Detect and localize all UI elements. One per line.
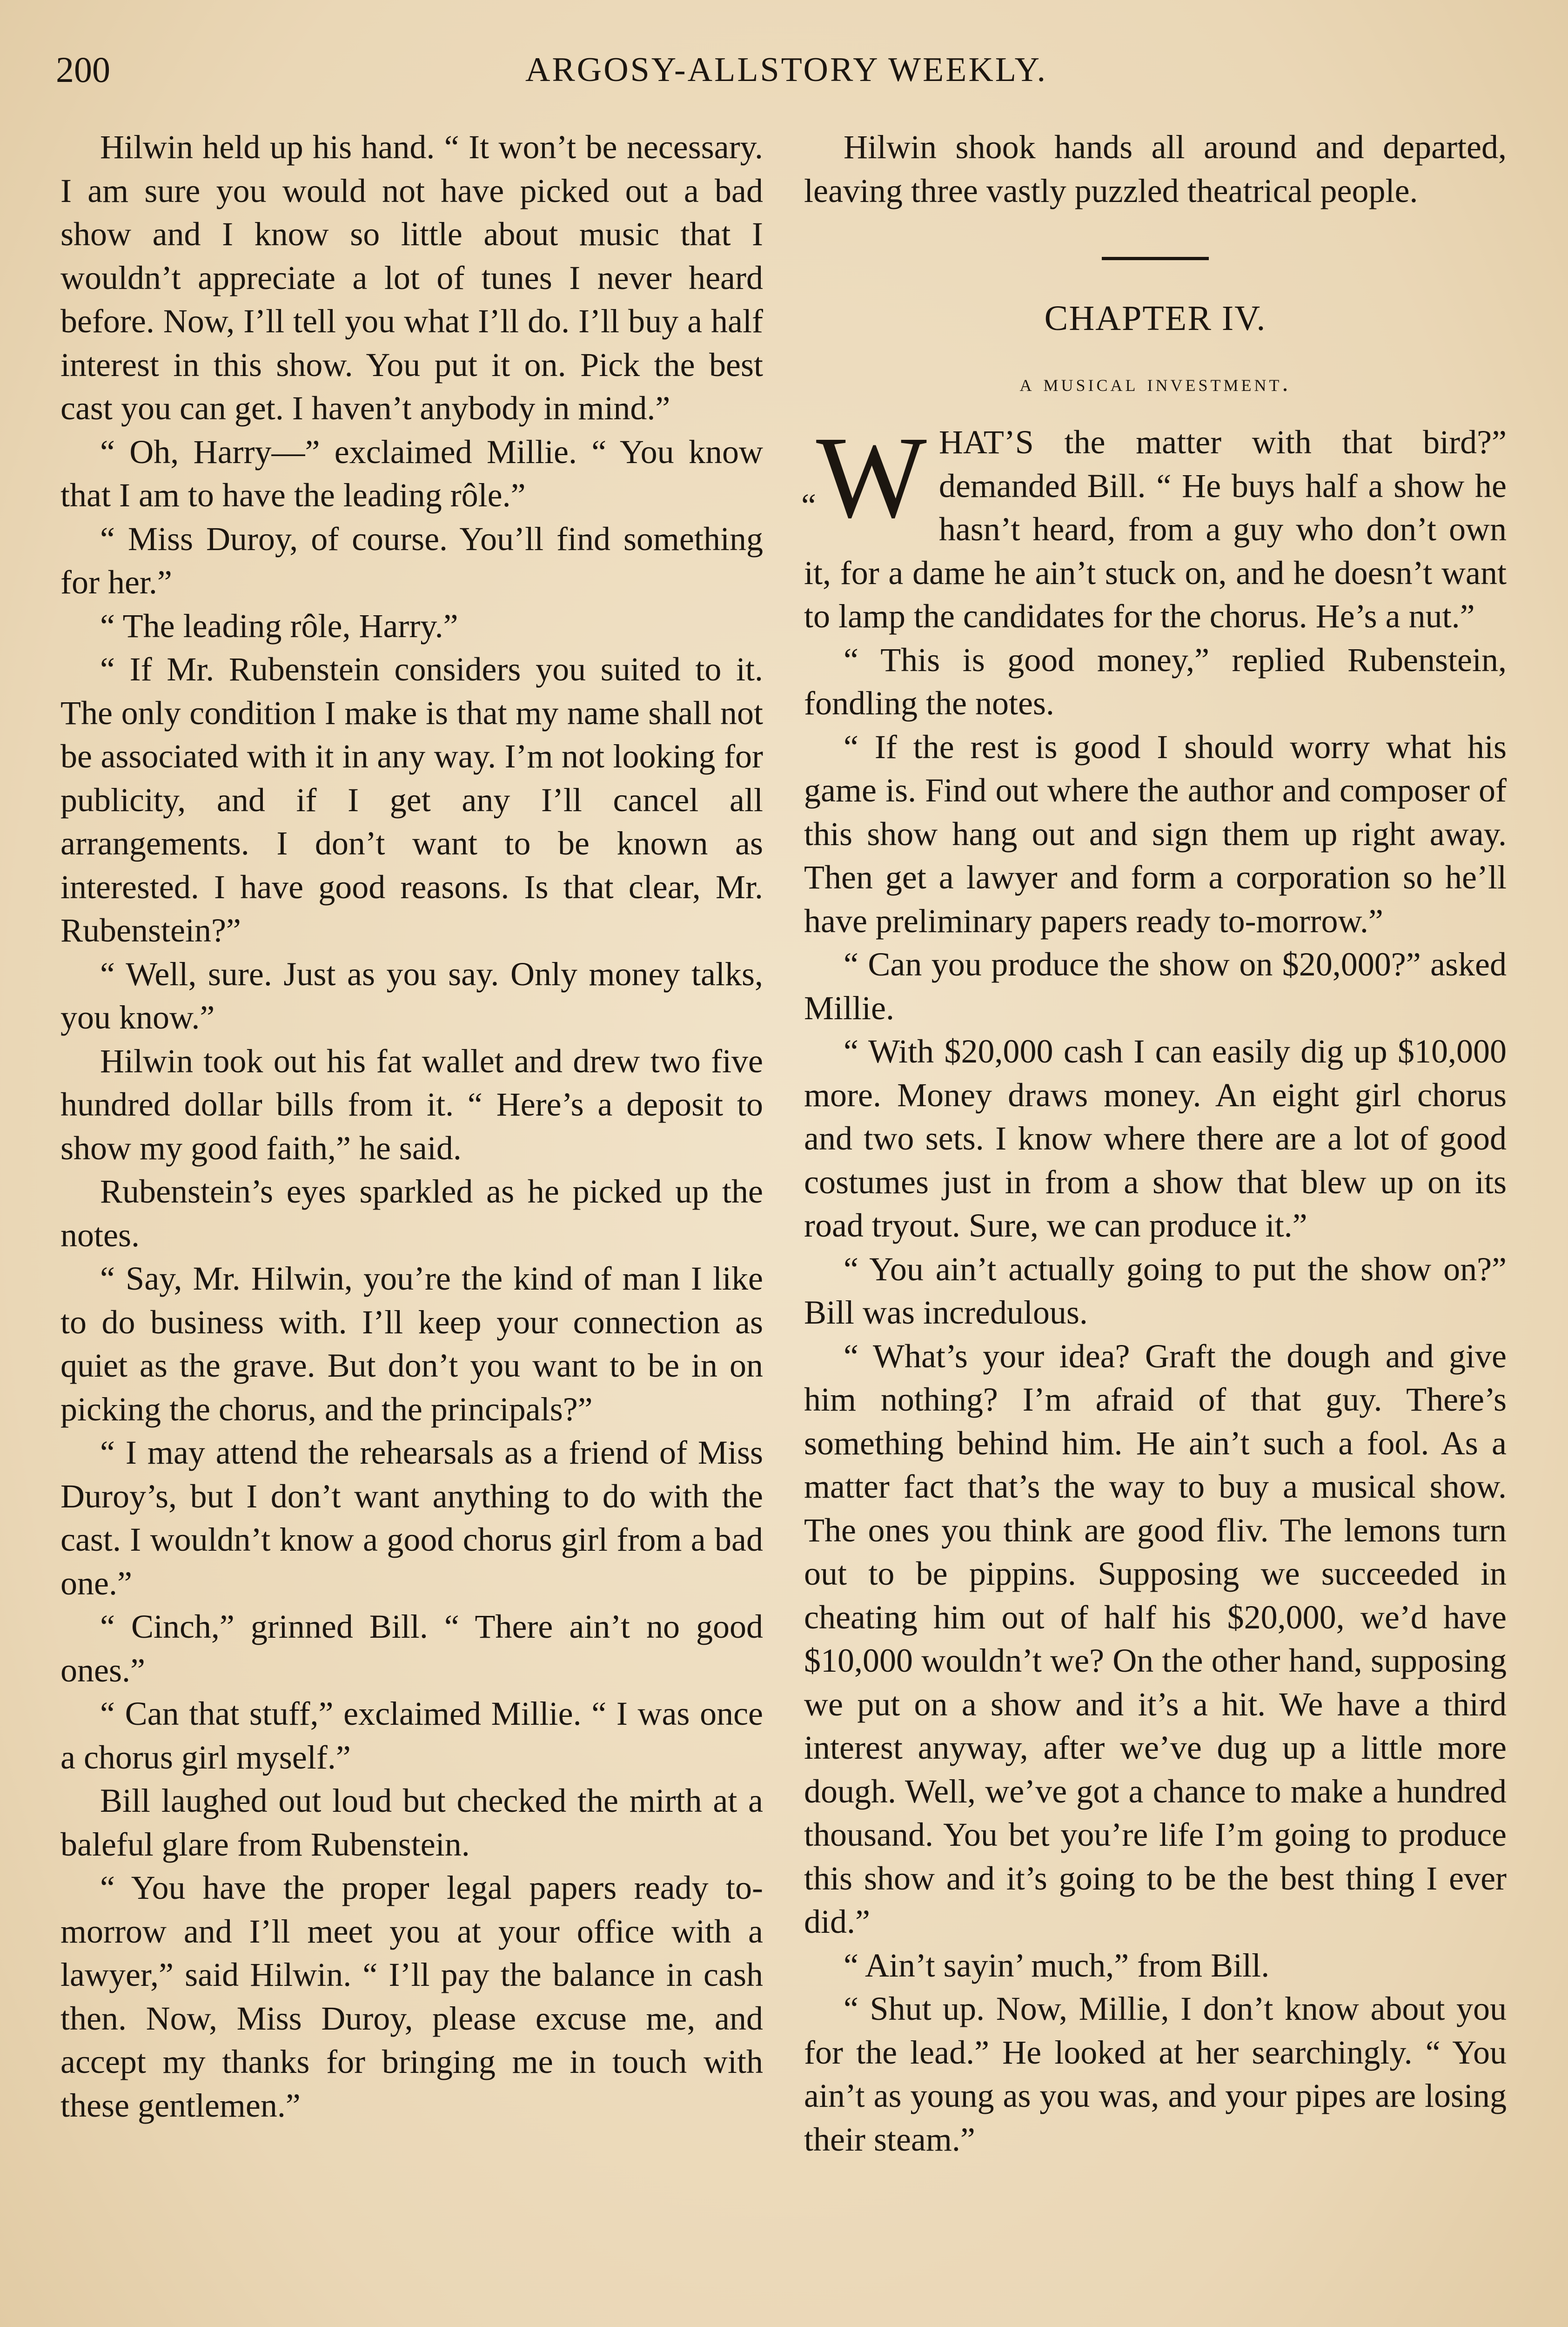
chapter-subtitle: a musical investment. — [1019, 370, 1291, 397]
chapter-title: CHAPTER IV. — [1044, 299, 1266, 338]
paragraph: “ This is good money,” replied Rubenstein, fondling the notes. — [804, 641, 1507, 722]
paragraph: Hilwin held up his hand. “ It won’t be necessary. I am sure you would not have picked out a bad show and I know so little about music that I wouldn’t appreciate a lot of tunes I never heard before. Now, I’ll tell you what I’ll do. I’ll buy a half interest in this show. You put it on. Pick the best cast you can get. I haven’t anybody in mind.” — [60, 128, 763, 427]
paragraph: “ If Mr. Rubenstein considers you suited to it. The only condition I make is that my name shall not be associated with it in any way. I’m not looking for publicity, and if I get any I’ll cancel all arrangements. I don’t want to be known as interested. I have good reasons. Is that clear, Mr. Rubenstein?” — [60, 651, 763, 949]
drop-cap-letter: W — [816, 412, 927, 542]
paragraph: “ You have the proper legal papers ready to-morrow and I’ll meet you at your office with a lawyer,” said Hilwin. “ I’ll pay the balance in cash then. Now, Miss Duroy, please excuse me, and accept my thanks for bringing me in touch with these gentlemen.” — [60, 1869, 763, 2124]
paragraph: “ The leading rôle, Harry.” — [100, 607, 458, 645]
paragraph: “ What’s your idea? Graft the dough and give him nothing? I’m afraid of that guy. There’s something behind him. He ain’t such a fool. As a matter fact that’s the way to buy a musical show. The ones you think are good fliv. The lemons turn out to be pippins. Supposing we succeeded in cheating him out of half his $20,000, we’d have $10,000 wouldn’t we? On the other hand, supposing we put on a show and it’s a hit. We have a third interest anyway, after we’ve dug up a little more dough. Well, we’ve got a chance to make a hundred thousand. You bet you’re life I’m going to produce this show and it’s going to be the best thing I ever did.” — [804, 1337, 1507, 1940]
running-head: ARGOSY-ALLSTORY WEEKLY. — [525, 51, 1048, 89]
paragraph: “ Shut up. Now, Millie, I don’t know about you for the lead.” He looked at her searchingly. “ You ain’t as young as you was, and your pipes are losing their steam.” — [804, 1990, 1507, 2158]
paragraph: Hilwin shook hands all around and departed, leaving three vastly puzzled theatrical people. — [804, 128, 1507, 209]
paragraph: “ You ain’t actually going to put the show on?” Bill was incredulous. — [804, 1250, 1507, 1331]
drop-cap — [801, 412, 927, 550]
paragraph: “ If the rest is good I should worry what his game is. Find out where the author and composer of this show hang out and sign them up right away. Then get a lawyer and form a corporation so he’ll have preliminary papers ready to-morrow.” — [804, 728, 1507, 940]
paragraph: “ Can you produce the show on $20,000?” asked Millie. — [804, 946, 1507, 1027]
page-number: 200 — [56, 49, 110, 90]
left-column — [60, 126, 763, 2127]
paragraph: Hilwin took out his fat wallet and drew two five hundred dollar bills from it. “ Here’s a deposit to show my good faith,” he said. — [60, 1042, 763, 1167]
paragraph: “ I may attend the rehearsals as a friend of Miss Duroy’s, but I don’t want anything to do with the cast. I wouldn’t know a good chorus girl from a bad one.” — [60, 1434, 763, 1602]
paragraph: Rubenstein’s eyes sparkled as he picked up the notes. — [60, 1173, 763, 1254]
paragraph: “ Well, sure. Just as you say. Only money talks, you know.” — [60, 955, 763, 1036]
paragraph: “ Ain’t sayin’ much,” from Bill. — [844, 1946, 1270, 1984]
paragraph: “ Cinch,” grinned Bill. “ There ain’t no good ones.” — [60, 1608, 763, 1689]
paragraph: “ Can that stuff,” exclaimed Millie. “ I was once a chorus girl myself.” — [60, 1695, 763, 1776]
drop-cap-quote: “ — [801, 487, 816, 524]
paragraph: “ Oh, Harry—” exclaimed Millie. “ You know that I am to have the leading rôle.” — [60, 433, 763, 514]
opening-paragraph — [801, 412, 1507, 639]
paragraph: “ With $20,000 cash I can easily dig up $10,000 more. Money draws money. An eight girl chorus and two sets. I know where there are a lot of good costumes just in from a show that blew up on its road tryout. Sure, we can produce it.” — [804, 1033, 1507, 1244]
right-column — [801, 126, 1507, 2161]
opening-paragraph-text: HAT’S the matter with that bird?” demanded Bill. “ He buys half a show he hasn’t heard, from a guy who don’t own it, for a dame he ain’t stuck on, and he doesn’t want to lamp the candidates for the chorus. He’s a nut.” — [804, 424, 1507, 635]
paragraph: “ Miss Duroy, of course. You’ll find something for her.” — [60, 520, 763, 601]
section-divider — [1102, 257, 1209, 260]
paragraph: Bill laughed out loud but checked the mirth at a baleful glare from Rubenstein. — [60, 1782, 763, 1863]
page-header — [56, 44, 1517, 95]
paragraph: “ Say, Mr. Hilwin, you’re the kind of man I like to do business with. I’ll keep your connection as quiet as the grave. But don’t you want to be in on picking the chorus, and the principals?” — [60, 1260, 763, 1428]
